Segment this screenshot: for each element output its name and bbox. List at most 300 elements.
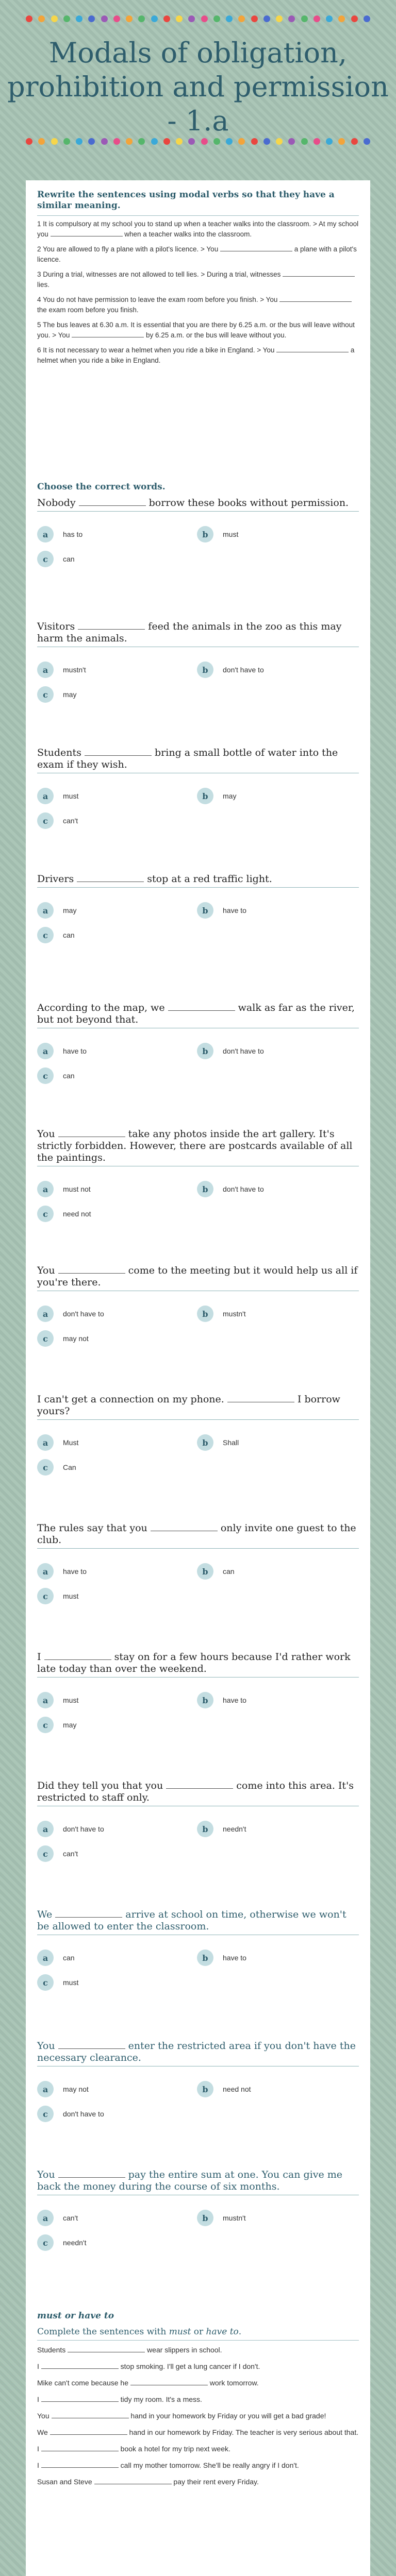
rewrite-item xyxy=(37,345,359,366)
question-post: stop at a red traffic light. xyxy=(144,873,272,885)
rewrite-text: 2 You are allowed to fly a plane with a pilot's licence. > You xyxy=(37,245,220,253)
option-a[interactable] xyxy=(37,662,86,678)
decor-dot xyxy=(26,15,32,22)
option-letter-badge: a xyxy=(37,1821,54,1837)
decor-dot xyxy=(76,15,82,22)
decor-dot xyxy=(351,15,358,22)
option-letter-badge: b xyxy=(197,902,213,919)
rewrite-item xyxy=(37,244,359,265)
decor-dot xyxy=(126,15,133,22)
option-label: may not xyxy=(63,1334,89,1343)
decor-dot xyxy=(288,15,295,22)
option-letter-badge: b xyxy=(197,788,213,804)
option-label: may xyxy=(63,906,77,914)
option-letter-badge: a xyxy=(37,1692,54,1708)
decor-dot xyxy=(251,138,258,145)
sentence-text: stop smoking. I'll get a lung cancer if I don't. xyxy=(118,2362,260,2370)
option-a[interactable] xyxy=(37,1181,91,1197)
decor-dot xyxy=(38,138,45,145)
decor-dot xyxy=(88,15,95,22)
option-c[interactable] xyxy=(37,1974,78,1991)
question-5 xyxy=(37,1002,359,1028)
option-a[interactable] xyxy=(37,2210,78,2226)
question-text xyxy=(37,2169,359,2193)
decor-dot xyxy=(314,138,320,145)
option-letter-badge: b xyxy=(197,1950,213,1966)
must-have-item xyxy=(37,2345,359,2355)
question-post: pay the entire sum at one. You can give me back the money during the course of six months. xyxy=(37,2169,343,2192)
question-6 xyxy=(37,1128,359,1166)
option-a[interactable] xyxy=(37,1692,78,1708)
rewrite-heading: Rewrite the sentences using modal verbs so that they have a similar meaning. xyxy=(37,190,335,211)
rewrite-item xyxy=(37,295,359,315)
question-post: stay on for a few hours because I'd rather work late today than over the weekend. xyxy=(37,1651,351,1674)
dot-row-bottom xyxy=(26,138,370,145)
option-a[interactable] xyxy=(37,526,82,543)
divider xyxy=(37,1419,359,1420)
option-letter-badge: b xyxy=(197,2210,213,2226)
decor-dot xyxy=(51,15,58,22)
question-pre: According to the map, we xyxy=(37,1002,168,1013)
option-c[interactable] xyxy=(37,551,75,567)
answer-blank[interactable] xyxy=(72,331,144,337)
sub-have-to: have to xyxy=(206,2327,239,2337)
sentence-text: book a hotel for my trip next week. xyxy=(118,2445,230,2453)
option-letter-badge: c xyxy=(37,1974,54,1991)
option-label: have to xyxy=(63,1047,87,1055)
option-label: mustn't xyxy=(223,1310,246,1318)
option-label: don't have to xyxy=(63,1825,104,1833)
question-4 xyxy=(37,873,359,888)
option-label: can xyxy=(63,931,75,939)
question-post: only invite one guest to the club. xyxy=(37,1522,356,1546)
option-c[interactable] xyxy=(37,812,78,829)
question-text xyxy=(37,1780,359,1804)
rewrite-text: a helmet when you ride a bike in England. xyxy=(37,346,355,364)
option-label: need not xyxy=(63,1210,91,1218)
option-a[interactable] xyxy=(37,1821,104,1837)
must-have-item xyxy=(37,2378,359,2388)
question-pre: Did they tell you that you xyxy=(37,1780,167,1791)
question-pre: You xyxy=(37,1128,58,1140)
option-letter-badge: b xyxy=(197,1043,213,1059)
sentence-text: I xyxy=(37,2362,41,2370)
dot-row-top xyxy=(26,15,370,22)
question-12 xyxy=(37,1909,359,1935)
option-b[interactable] xyxy=(197,1821,246,1837)
option-c[interactable] xyxy=(37,1717,76,1733)
question-post: come into this area. It's restricted to staff only. xyxy=(37,1780,354,1803)
option-a[interactable] xyxy=(37,1043,87,1059)
sentence-text: hand in your homework by Friday or you will get a bad grade! xyxy=(128,2412,326,2420)
must-have-subheading xyxy=(37,2327,359,2337)
decor-dot xyxy=(338,138,345,145)
decor-dot xyxy=(364,15,370,22)
option-letter-badge: a xyxy=(37,1563,54,1580)
answer-blank[interactable] xyxy=(130,2379,208,2385)
decor-dot xyxy=(226,15,233,22)
option-b[interactable] xyxy=(197,662,264,678)
option-letter-badge: a xyxy=(37,1306,54,1322)
answer-blank[interactable] xyxy=(168,1004,235,1011)
option-label: can't xyxy=(63,2214,78,2222)
rewrite-section xyxy=(37,190,359,370)
answer-blank[interactable] xyxy=(166,1782,233,1789)
option-c[interactable] xyxy=(37,1588,78,1604)
question-pre: We xyxy=(37,1909,56,1920)
must-have-item xyxy=(37,2411,359,2421)
option-letter-badge: b xyxy=(197,526,213,543)
option-letter-badge: a xyxy=(37,1950,54,1966)
option-a[interactable] xyxy=(37,902,76,919)
decor-dot xyxy=(113,138,120,145)
option-c[interactable] xyxy=(37,1206,91,1222)
decor-dot xyxy=(213,15,220,22)
header xyxy=(0,0,396,170)
question-text xyxy=(37,2040,359,2064)
question-text xyxy=(37,1265,359,1289)
option-b[interactable] xyxy=(197,1563,235,1580)
answer-blank[interactable] xyxy=(41,2461,119,2468)
option-label: mustn't xyxy=(63,666,86,674)
must-have-item xyxy=(37,2444,359,2454)
option-letter-badge: c xyxy=(37,1717,54,1733)
answer-blank[interactable] xyxy=(283,270,355,277)
decor-dot xyxy=(314,15,320,22)
question-pre: Drivers xyxy=(37,873,77,885)
option-label: don't have to xyxy=(63,2110,104,2118)
question-pre: You xyxy=(37,2040,58,2052)
option-letter-badge: b xyxy=(197,2081,213,2097)
question-text xyxy=(37,1128,359,1164)
option-letter-badge: b xyxy=(197,1181,213,1197)
question-pre: Nobody xyxy=(37,497,79,509)
option-b[interactable] xyxy=(197,788,236,804)
answer-blank[interactable] xyxy=(220,245,292,251)
option-label: has to xyxy=(63,530,83,538)
answer-blank[interactable] xyxy=(77,875,144,882)
question-pre: Students xyxy=(37,747,85,758)
decor-dot xyxy=(38,15,45,22)
must-have-section xyxy=(37,2311,359,2493)
sentence-text: You xyxy=(37,2412,52,2420)
question-1 xyxy=(37,497,359,512)
question-text xyxy=(37,497,359,509)
answer-blank[interactable] xyxy=(78,623,145,630)
option-letter-badge: c xyxy=(37,551,54,567)
option-label: don't have to xyxy=(63,1310,104,1318)
option-label: mustn't xyxy=(223,2214,246,2222)
option-label: can xyxy=(63,1954,75,1962)
option-letter-badge: b xyxy=(197,1434,213,1451)
decor-dot xyxy=(288,138,295,145)
question-11 xyxy=(37,1780,359,1806)
decor-dot xyxy=(163,15,170,22)
decor-dot xyxy=(201,15,208,22)
option-label: can't xyxy=(63,817,78,825)
sentence-text: We xyxy=(37,2428,50,2436)
decor-dot xyxy=(238,138,245,145)
question-8 xyxy=(37,1394,359,1420)
option-letter-badge: a xyxy=(37,1043,54,1059)
sentence-text: Mike can't come because he xyxy=(37,2379,130,2387)
option-label: may xyxy=(223,792,237,800)
decor-dot xyxy=(238,15,245,22)
answer-blank[interactable] xyxy=(50,2428,127,2435)
answer-blank[interactable] xyxy=(68,2346,145,2352)
decor-dot xyxy=(51,138,58,145)
question-pre: I can't get a connection on my phone. xyxy=(37,1394,227,1405)
sentence-text: hand in our homework by Friday. The teacher is very serious about that. xyxy=(127,2428,359,2436)
option-c[interactable] xyxy=(37,1459,76,1476)
sub-must: must xyxy=(169,2327,191,2337)
divider xyxy=(37,887,359,888)
question-text xyxy=(37,1522,359,1546)
option-a[interactable] xyxy=(37,1950,75,1966)
option-label: must xyxy=(63,792,79,800)
question-text xyxy=(37,1002,359,1026)
decor-dot xyxy=(338,15,345,22)
divider xyxy=(37,2340,359,2341)
option-label: don't have to xyxy=(223,1185,264,1193)
rewrite-text: when a teacher walks into the classroom. xyxy=(122,230,252,238)
decor-dot xyxy=(263,138,270,145)
answer-blank[interactable] xyxy=(227,1396,294,1402)
sentence-text: call my mother tomorrow. She'll be really angry if I don't. xyxy=(118,2461,299,2469)
sub-text: Complete the sentences with xyxy=(37,2327,169,2337)
option-letter-badge: a xyxy=(37,662,54,678)
decor-dot xyxy=(276,15,283,22)
must-have-item xyxy=(37,2427,359,2437)
sentence-text: I xyxy=(37,2445,41,2453)
option-label: can xyxy=(63,555,75,563)
question-text xyxy=(37,1651,359,1675)
rewrite-item xyxy=(37,219,359,240)
option-label: can't xyxy=(63,1850,78,1858)
option-c[interactable] xyxy=(37,1067,75,1084)
answer-blank[interactable] xyxy=(41,2445,119,2451)
rewrite-item xyxy=(37,320,359,341)
answer-blank[interactable] xyxy=(58,2171,125,2178)
answer-blank[interactable] xyxy=(58,2042,125,2049)
option-label: must not xyxy=(63,1185,91,1193)
decor-dot xyxy=(151,15,158,22)
answer-blank[interactable] xyxy=(58,1130,125,1137)
option-label: have to xyxy=(223,1954,246,1962)
question-post: come to the meeting but it would help us all if you're there. xyxy=(37,1265,358,1288)
sentence-text: pay their rent every Friday. xyxy=(171,2478,259,2486)
question-3 xyxy=(37,747,359,773)
option-label: have to xyxy=(63,1567,87,1575)
divider xyxy=(37,215,359,216)
answer-blank[interactable] xyxy=(44,1653,111,1660)
option-c[interactable] xyxy=(37,927,75,943)
option-label: Can xyxy=(63,1463,76,1471)
decor-dot xyxy=(176,15,183,22)
choose-heading-wrap xyxy=(37,482,359,493)
answer-blank[interactable] xyxy=(94,2478,172,2484)
answer-blank[interactable] xyxy=(51,230,123,236)
question-text xyxy=(37,1394,359,1417)
rewrite-text: 3 During a trial, witnesses are not allowed to tell lies. > During a trial, witnesses xyxy=(37,270,283,278)
rewrite-text: the exam room before you finish. xyxy=(37,306,139,314)
worksheet-page xyxy=(26,180,370,2576)
question-pre: You xyxy=(37,2169,58,2180)
option-c[interactable] xyxy=(37,2234,87,2251)
answer-blank[interactable] xyxy=(85,749,152,756)
answer-blank[interactable] xyxy=(55,1911,122,1918)
must-have-heading: must or have to xyxy=(37,2311,114,2321)
option-b[interactable] xyxy=(197,1434,239,1451)
option-label: need not xyxy=(223,2085,251,2093)
question-pre: You xyxy=(37,1265,58,1276)
option-letter-badge: a xyxy=(37,2210,54,2226)
option-a[interactable] xyxy=(37,788,78,804)
sub-or: or xyxy=(191,2327,206,2337)
must-have-item xyxy=(37,2394,359,2404)
decor-dot xyxy=(276,138,283,145)
option-label: may xyxy=(63,690,77,699)
option-letter-badge: a xyxy=(37,1181,54,1197)
option-letter-badge: c xyxy=(37,2106,54,2122)
decor-dot xyxy=(138,15,145,22)
option-label: can xyxy=(63,1072,75,1080)
divider xyxy=(37,511,359,512)
option-c[interactable] xyxy=(37,686,76,703)
option-letter-badge: c xyxy=(37,686,54,703)
option-letter-badge: a xyxy=(37,2081,54,2097)
option-label: needn't xyxy=(223,1825,246,1833)
option-letter-badge: b xyxy=(197,1821,213,1837)
decor-dot xyxy=(163,138,170,145)
question-pre: The rules say that you xyxy=(37,1522,151,1534)
question-14 xyxy=(37,2169,359,2195)
decor-dot xyxy=(76,138,82,145)
option-label: Must xyxy=(63,1438,79,1447)
question-post: I borrow yours? xyxy=(37,1394,340,1417)
option-letter-badge: a xyxy=(37,1434,54,1451)
decor-dot xyxy=(364,138,370,145)
option-label: must xyxy=(223,530,239,538)
option-c[interactable] xyxy=(37,2106,104,2122)
option-letter-badge: b xyxy=(197,1306,213,1322)
option-label: may xyxy=(63,1721,77,1729)
option-b[interactable] xyxy=(197,1181,264,1197)
question-post: take any photos inside the art gallery. It's strictly forbidden. However, there are postcards available of all the paintings. xyxy=(37,1128,353,1163)
must-have-list xyxy=(37,2345,359,2487)
option-a[interactable] xyxy=(37,2081,89,2097)
option-label: must xyxy=(63,1592,79,1600)
option-b[interactable] xyxy=(197,1692,246,1708)
option-b[interactable] xyxy=(197,1306,246,1322)
option-letter-badge: b xyxy=(197,1563,213,1580)
question-2 xyxy=(37,621,359,647)
decor-dot xyxy=(301,15,308,22)
decor-dot xyxy=(101,15,108,22)
decor-dot xyxy=(188,138,195,145)
answer-blank[interactable] xyxy=(58,1267,125,1274)
rewrite-item xyxy=(37,269,359,290)
option-letter-badge: c xyxy=(37,1206,54,1222)
option-b[interactable] xyxy=(197,902,246,919)
option-letter-badge: b xyxy=(197,662,213,678)
question-post: enter the restricted area if you don't have the necessary clearance. xyxy=(37,2040,356,2063)
option-b[interactable] xyxy=(197,1043,264,1059)
rewrite-text: 4 You do not have permission to leave the exam room before you finish. > You xyxy=(37,296,280,303)
question-post: walk as far as the river, but not beyond that. xyxy=(37,1002,355,1025)
option-b[interactable] xyxy=(197,526,238,543)
must-have-item xyxy=(37,2460,359,2470)
option-letter-badge: c xyxy=(37,2234,54,2251)
option-letter-badge: c xyxy=(37,1588,54,1604)
option-a[interactable] xyxy=(37,1434,78,1451)
option-b[interactable] xyxy=(197,2210,246,2226)
answer-blank[interactable] xyxy=(41,2395,119,2402)
option-c[interactable] xyxy=(37,1330,89,1347)
answer-blank[interactable] xyxy=(79,499,146,506)
option-a[interactable] xyxy=(37,1563,87,1580)
question-9 xyxy=(37,1522,359,1549)
option-a[interactable] xyxy=(37,1306,104,1322)
answer-blank[interactable] xyxy=(279,295,352,302)
answer-blank[interactable] xyxy=(41,2362,119,2369)
decor-dot xyxy=(251,15,258,22)
sentence-text: I xyxy=(37,2395,41,2403)
sentence-text: Students xyxy=(37,2346,68,2354)
decor-dot xyxy=(188,15,195,22)
decor-dot xyxy=(26,138,32,145)
sentence-text: I xyxy=(37,2461,41,2469)
sub-end: . xyxy=(238,2327,242,2337)
option-b[interactable] xyxy=(197,1950,246,1966)
decor-dot xyxy=(138,138,145,145)
option-label: can xyxy=(223,1567,235,1575)
sentence-text: wear slippers in school. xyxy=(145,2346,222,2354)
decor-dot xyxy=(176,138,183,145)
option-b[interactable] xyxy=(197,2081,251,2097)
decor-dot xyxy=(263,15,270,22)
answer-blank[interactable] xyxy=(151,1524,218,1531)
question-text xyxy=(37,873,359,885)
must-have-item xyxy=(37,2361,359,2371)
question-post: bring a small bottle of water into the exam if they wish. xyxy=(37,747,338,770)
rewrite-text: lies. xyxy=(37,281,50,289)
sentence-text: work tomorrow. xyxy=(207,2379,259,2387)
question-text xyxy=(37,747,359,771)
decor-dot xyxy=(113,15,120,22)
option-label: Shall xyxy=(223,1438,239,1447)
sentence-text: Susan and Steve xyxy=(37,2478,94,2486)
question-10 xyxy=(37,1651,359,1677)
decor-dot xyxy=(226,138,233,145)
option-letter-badge: a xyxy=(37,788,54,804)
option-label: don't have to xyxy=(223,1047,264,1055)
rewrite-text: 5 The bus leaves at 6.30 a.m. It is essential that you are there by 6.25 a.m. or the bus will leave without you. > You xyxy=(37,321,355,339)
decor-dot xyxy=(351,138,358,145)
decor-dot xyxy=(63,15,70,22)
question-post: arrive at school on time, otherwise we won't be allowed to enter the classroom. xyxy=(37,1909,346,1932)
decor-dot xyxy=(201,138,208,145)
option-c[interactable] xyxy=(37,1845,78,1862)
option-label: may not xyxy=(63,2085,89,2093)
answer-blank[interactable] xyxy=(276,346,349,352)
rewrite-list xyxy=(37,219,359,366)
question-7 xyxy=(37,1265,359,1291)
must-have-item xyxy=(37,2477,359,2487)
choose-heading: Choose the correct words. xyxy=(37,482,166,492)
question-pre: Visitors xyxy=(37,621,78,632)
answer-blank[interactable] xyxy=(52,2412,129,2418)
